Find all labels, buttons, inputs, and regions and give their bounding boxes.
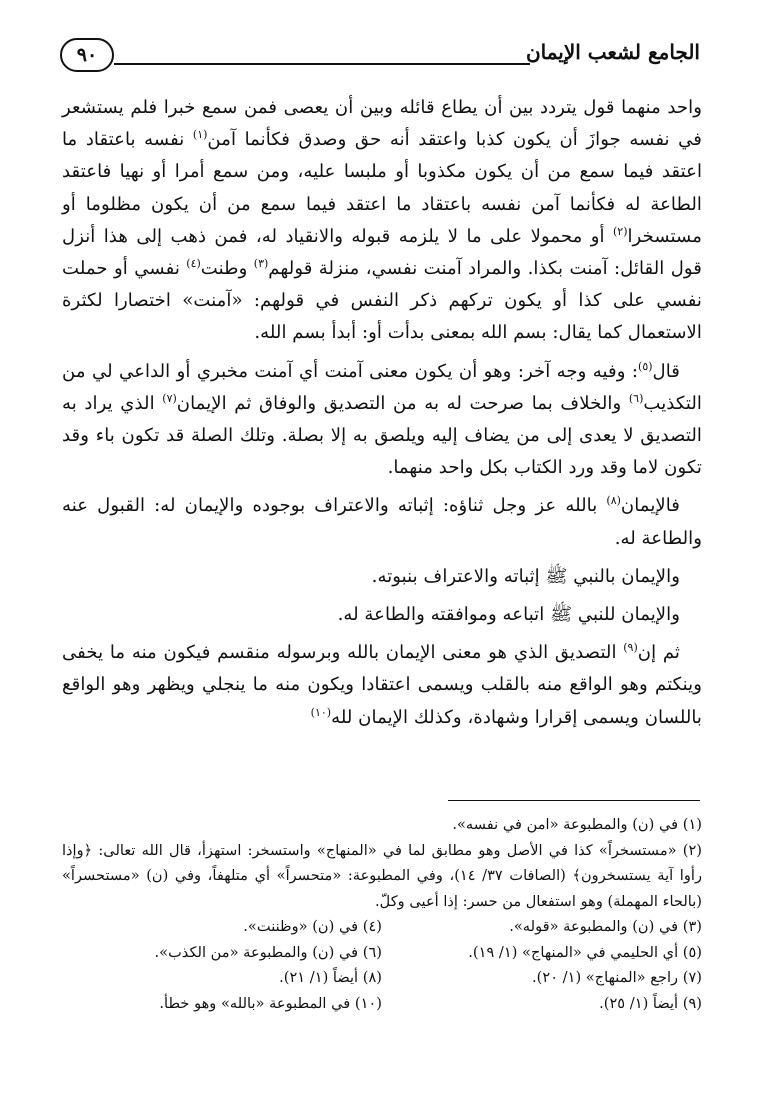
header-rule <box>114 63 530 65</box>
paragraph-6 <box>62 637 702 734</box>
page-header <box>60 38 700 74</box>
footnote-row <box>62 914 702 940</box>
footnote-ref-6: (٦) <box>628 391 644 405</box>
footnote-ref-10: (١٠) <box>310 705 332 719</box>
footnote-row <box>62 965 702 991</box>
text-run: وطنت <box>200 258 254 280</box>
running-title: الجامع لشعب الإيمان <box>525 40 700 64</box>
text-run: نفسه باعتقاد ما اعتقد فيما سمع من أن يكون مكذوبا أو ملبسا عليه، ومن سمع أمرا أو نهيا فاعتقد الطاعة له فكأنما آمن نفسه باعتقاد ما اعتقد فيما سمع من أن يكون مظلوما أو مستسخرا <box>62 129 702 247</box>
footnotes <box>62 812 702 1016</box>
footnote-ref-1: (١) <box>192 128 208 142</box>
footnote-3: (٣) في (ن) والمطبوعة «قوله». <box>509 918 702 935</box>
footnote-separator <box>448 800 700 801</box>
text-run: التصديق الذي هو معنى الإيمان بالله وبرسوله منقسم فيكون منه ما يخفى وينكتم وهو الواقع منه بالقلب ويسمى اعتقادا ويكون منه ما ينجلي ويظهر وهو الواقع باللسان ويسمى إقرارا وشهادة، وكذلك الإيمان لله <box>62 642 702 728</box>
text-run: الذي يراد به التصديق لا يعدى إلى من يضاف إليه ويلصق به إلا بصلة. وتلك الصلة قد تكون باء وقد تكون لاما وقد ورد الكتاب بكل واحد منهما. <box>62 392 702 479</box>
footnote-row <box>62 940 702 966</box>
text-run: : وفيه وجه آخر: وهو أن يكون معنى آمنت أي آمنت مخبري أو الداعي لي من التكذيب <box>62 360 702 414</box>
footnote-ref-9: (٩) <box>623 641 638 655</box>
text-run: قال <box>652 360 680 382</box>
footnote-row <box>62 991 702 1017</box>
footnote-1: (١) في (ن) والمطبوعة «امن في نفسه». <box>452 816 702 833</box>
text-run: نفسي أو حملت نفسي على كذا أو يكون تركهم ذكر النفس في قولهم: «آمنت» اختصارا لكثرة الاستعمال كما يقال: بسم الله بمعنى بدأت أو: أبدأ بسم الله. <box>62 258 702 344</box>
paragraph-2 <box>62 356 702 485</box>
footnote-7: (٧) راجع «المنهاج» (١/ ٢٠). <box>532 969 702 986</box>
page-number: ٩٠ <box>60 38 114 72</box>
footnote-ref-8: (٨) <box>606 494 621 508</box>
footnote-9: (٩) أيضاً (١/ ٢٥). <box>599 994 702 1012</box>
text-run: واحد منهما قول يتردد بين أن يطاع قائله وبين أن يعصى فمن سمع خبرا فلم يستشعر في نفسه جوازَ أن يكون كذبا واعتقد أنه حق وصدق فكأنما آمن <box>62 97 703 151</box>
footnote-8: (٨) أيضاً (١/ ٢١). <box>279 969 382 986</box>
footnote-ref-4: (٤) <box>186 256 201 270</box>
text-run: فالإيمان <box>620 495 680 517</box>
footnote-ref-3: (٣) <box>253 256 269 270</box>
text-run: ثم إن <box>637 642 680 664</box>
footnote-ref-7: (٧) <box>162 391 177 405</box>
text-run: أو محمولا على ما لا يلزمه قبوله والانقياد له، فمن ذهب إلى هذا أنزل قول القائل: آمنت بكذا. والمراد آمنت نفسي، منزلة قولهم <box>62 225 702 280</box>
paragraph-1 <box>62 92 702 350</box>
paragraph-3 <box>62 490 702 554</box>
paragraph-5: والإيمان للنبي ﷺ اتباعه وموافقته والطاعة له. <box>337 604 680 626</box>
text-run: بالله عز وجل ثناؤه: إثباته والاعتراف بوجوده والإيمان له: القبول عنه والطاعة له. <box>62 495 702 549</box>
paragraph-4: والإيمان بالنبي ﷺ إثباته والاعتراف بنبوته. <box>371 565 680 587</box>
text-run: والخلاف بما صرحت له به من التصديق والوفاق ثم الإيمان <box>176 392 629 414</box>
footnote-6: (٦) في (ن) والمطبوعة «من الكذب». <box>154 943 382 961</box>
footnote-10: (١٠) في المطبوعة «بالله» وهو خطأ. <box>159 994 382 1012</box>
footnote-ref-2: (٢) <box>612 224 628 238</box>
footnote-5: (٥) أي الحليمي في «المنهاج» (١/ ١٩). <box>468 943 702 961</box>
main-text <box>62 92 702 734</box>
footnote-ref-5: (٥) <box>638 359 653 373</box>
footnote-2: (٢) «مستسخراً» كذا في الأصل وهو مطابق لما في «المنهاج» واستسخر: استهزأ، قال الله تعالى: ﴿وإذا رأوا آية يستسخرون﴾ (الصافات ٣٧/ ١٤)، وفي المطبوعة: «متحسراً» أي متلهفاً، وفي (ن) «مستحسراً» (بالحاء المهملة) وهو استفعال من حسر: إذا أعيى وكلّ. <box>62 841 703 910</box>
footnote-4: (٤) في (ن) «وظننت». <box>243 918 382 935</box>
